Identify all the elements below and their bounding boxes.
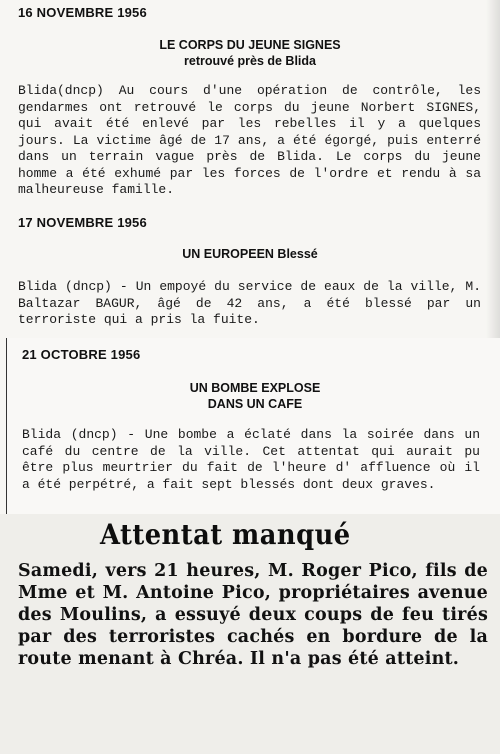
newspaper-headline: Attentat manqué [100,518,351,551]
newspaper-body: Samedi, vers 21 heures, M. Roger Pico, fils de Mme et M. Antoine Pico, propriétaires avenue des Moulins, a essuyé deux coups de feu tirés par des terroristes cachés en bordure de la route menant à Chréa. Il n'a pas été atteint. [18,561,488,669]
article-body: Blida(dncp) Au cours d'une opération de contrôle, les gendarmes ont retrouvé le corps du jeune Norbert SIGNES, qui avait été enlevé par les rebelles il y a quelques jours. La victime âgé de 17 ans, a été égorgé, puis enterré dans un terrain vague près de Blida. Le corps du jeune homme a été exhumé par les forces de l'ordre et rendu à sa malheureuse famille. [18,83,481,197]
headline-line: LE CORPS DU JEUNE SIGNES [159,38,341,52]
article-body: Blida (dncp) - Une bombe a éclaté dans la soirée dans un café du centre de la ville. Cet attentat qui aurait pu être plus meurtrier du fait de l'heure d' affluence où il a été perpétré, a fait sept blessés dont deux graves. [22,427,480,492]
article-headline [100,37,400,69]
headline-line: DANS UN CAFE [207,397,303,411]
article-date: 17 NOVEMBRE 1956 [18,215,147,230]
article-date: 16 NOVEMBRE 1956 [18,5,147,20]
article-headline: UN EUROPEEN Blessé [182,247,318,261]
article-body: Blida (dncp) - Un empoyé du service de eaux de la ville, M. Baltazar BAGUR, âgé de 42 ans, a été blessé par un terroriste qui a pris la fuite. [18,279,481,327]
headline-line: UN BOMBE EXPLOSE [189,381,321,395]
article-date: 21 OCTOBRE 1956 [22,347,141,362]
headline-subline: retrouvé près de Blida [184,54,316,68]
article-headline [100,380,410,412]
